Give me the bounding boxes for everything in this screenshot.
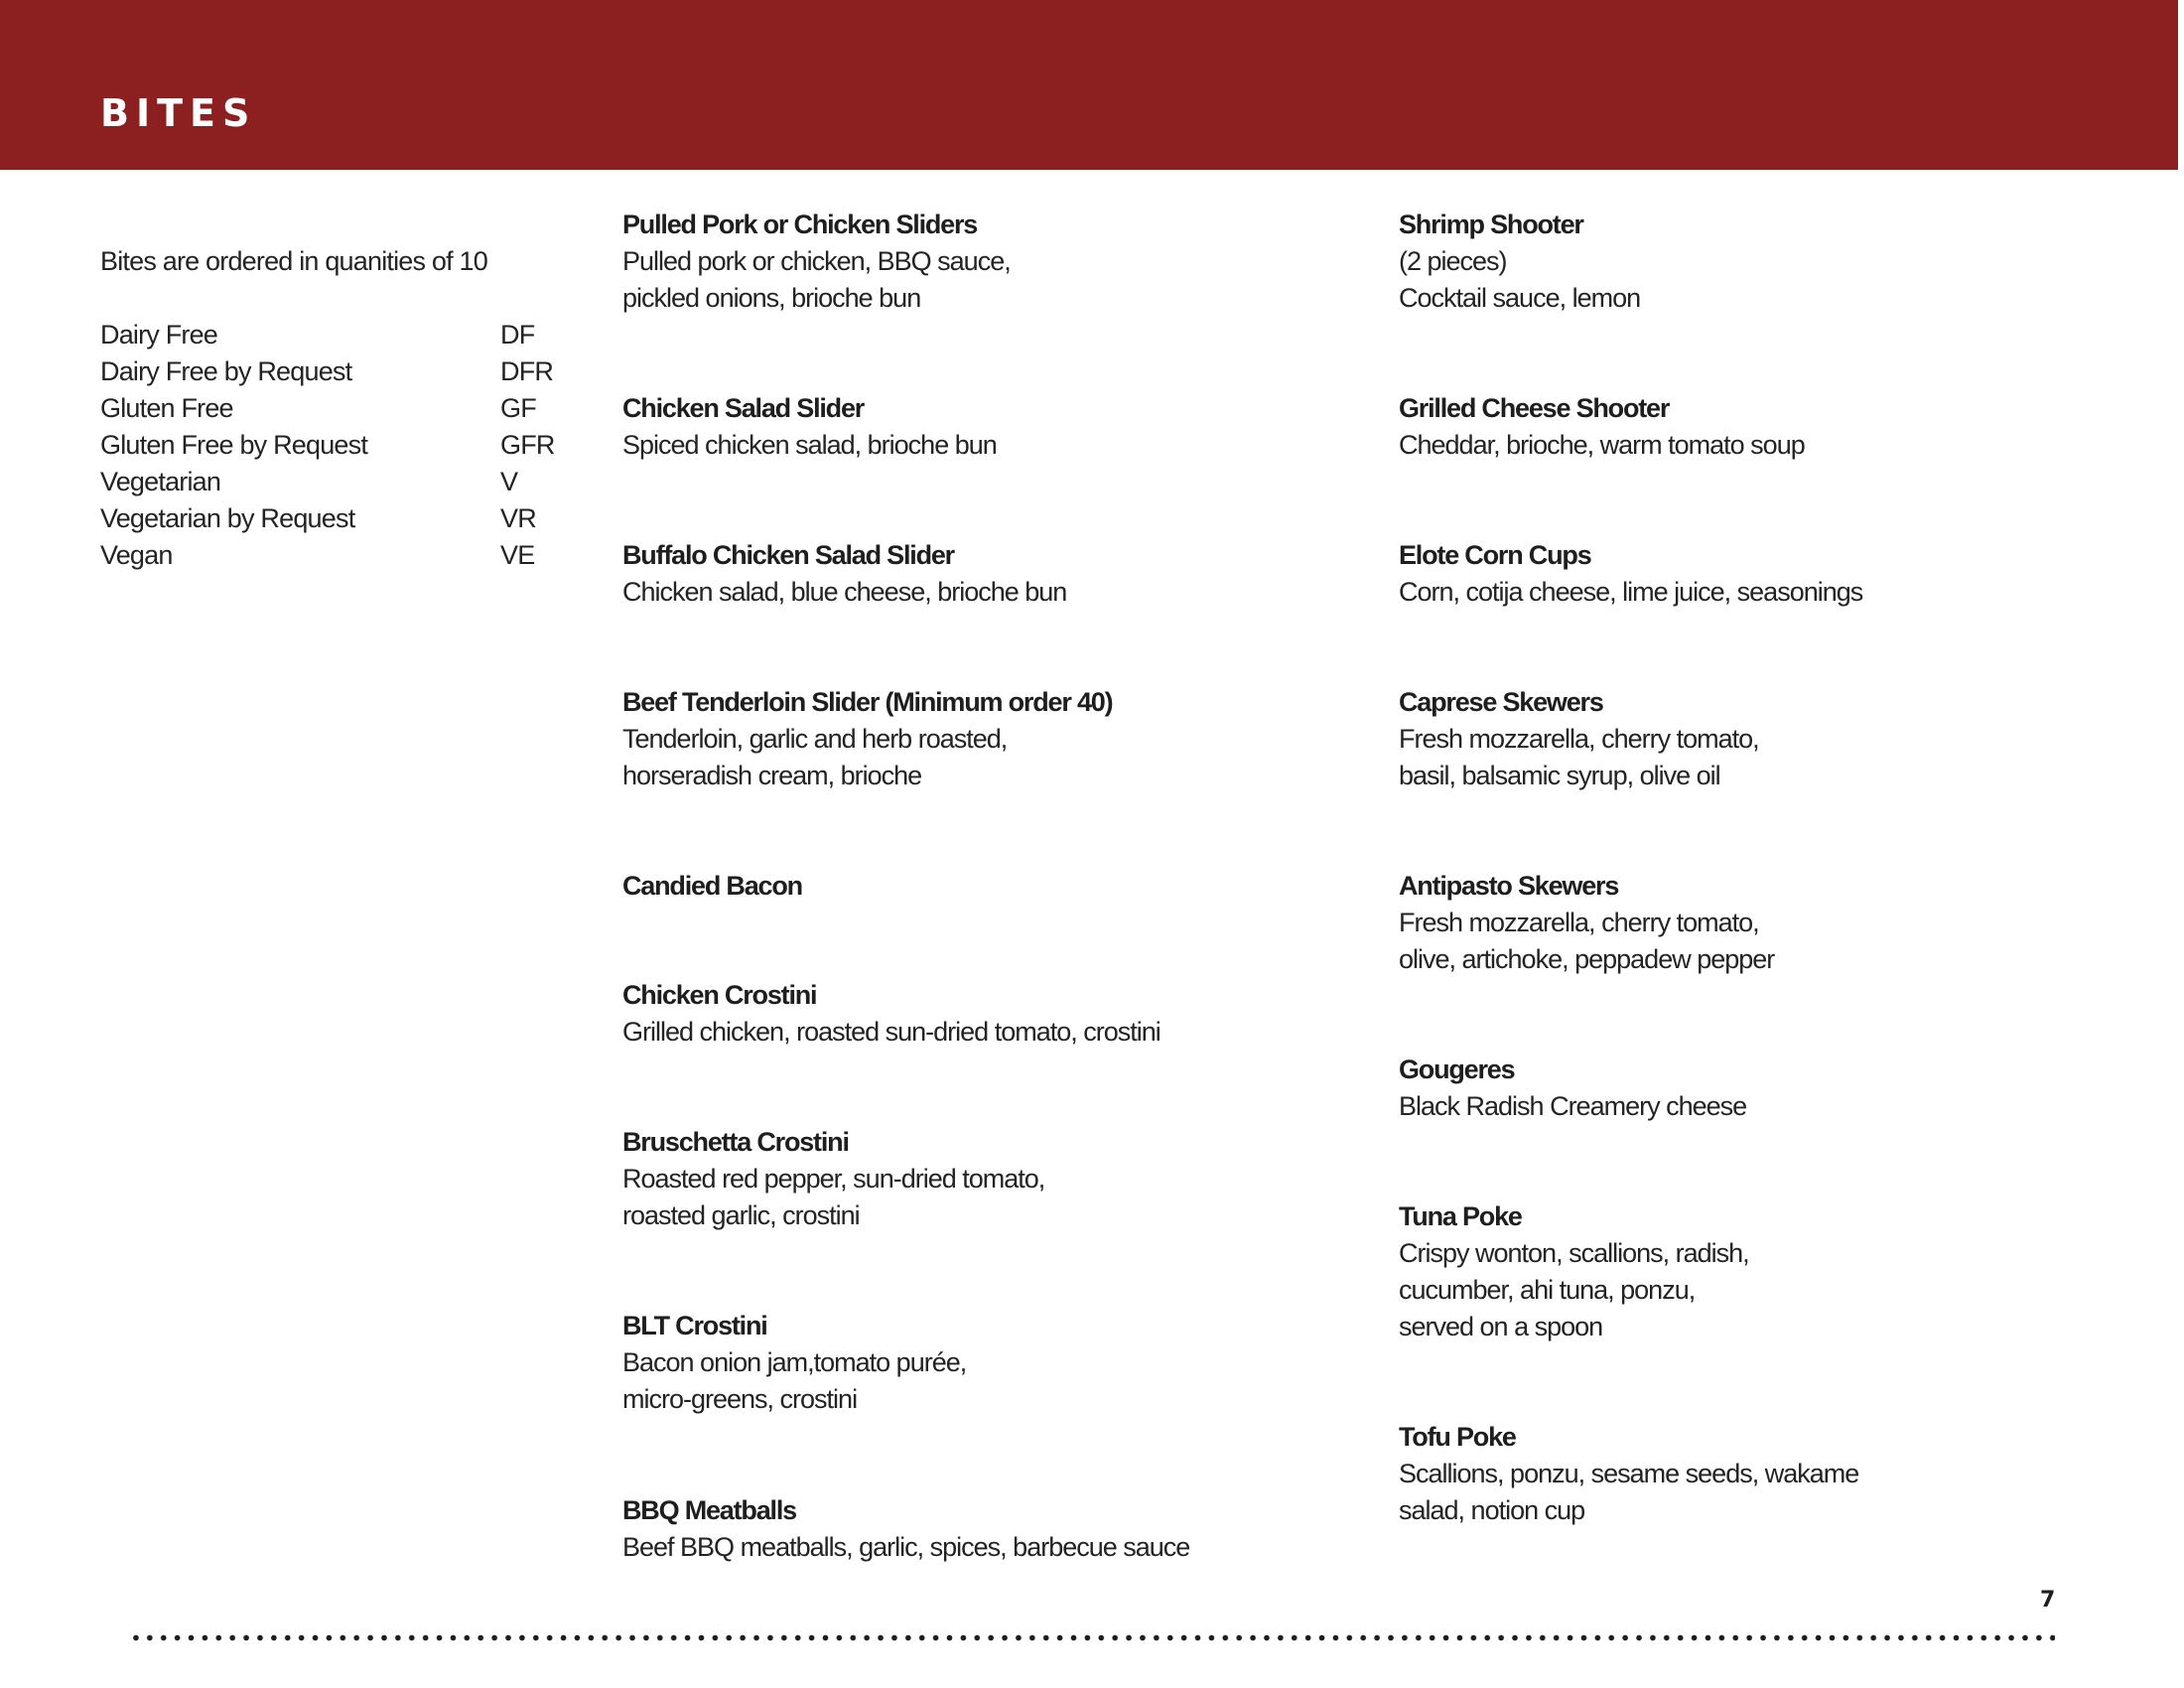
legend-label: Dairy Free: [100, 320, 218, 350]
menu-item-description: Scallions, ponzu, sesame seeds, wakame salad, notion cup: [1399, 1459, 1859, 1525]
menu-item-name: Bruschetta Crostini: [622, 1127, 849, 1157]
legend-label: Dairy Free by Request: [100, 356, 352, 386]
menu-item-description: Fresh mozzarella, cherry tomato, olive, artichoke, peppadew pepper: [1399, 908, 1775, 974]
legend-row: [100, 537, 557, 574]
menu-item-name: Buffalo Chicken Salad Slider: [622, 540, 954, 570]
menu-item: [622, 868, 1317, 905]
menu-item: [622, 1124, 1317, 1234]
menu-item: [622, 207, 1317, 317]
legend-code: V: [500, 467, 518, 496]
menu-item-description: Spiced chicken salad, brioche bun: [622, 430, 997, 460]
menu-item-description: Fresh mozzarella, cherry tomato, basil, balsamic syrup, olive oil: [1399, 724, 1759, 790]
menu-item-description: Crispy wonton, scallions, radish, cucumber, ahi tuna, ponzu, served on a spoon: [1399, 1238, 1749, 1341]
menu-item: [622, 537, 1317, 611]
menu-item-description: Roasted red pepper, sun-dried tomato, roasted garlic, crostini: [622, 1164, 1045, 1230]
legend-code: DFR: [500, 356, 554, 386]
menu-item-name: Elote Corn Cups: [1399, 540, 1591, 570]
page-number: 7: [2040, 1588, 2056, 1613]
legend-code: GF: [500, 393, 536, 423]
ordering-note: Bites are ordered in quanities of 10: [100, 246, 487, 276]
menu-item: [622, 977, 1317, 1051]
legend-row: [100, 317, 557, 353]
menu-item-name: BLT Crostini: [622, 1311, 767, 1340]
menu-item-description: Black Radish Creamery cheese: [1399, 1091, 1747, 1121]
menu-item-description: Tenderloin, garlic and herb roasted, horseradish cream, brioche: [622, 724, 1008, 790]
legend-label: Vegetarian: [100, 467, 221, 496]
menu-item: [1399, 1052, 2094, 1125]
menu-item-description: Grilled chicken, roasted sun-dried tomato, crostini: [622, 1017, 1160, 1047]
legend-code: DF: [500, 320, 535, 350]
menu-item-name: Gougeres: [1399, 1055, 1515, 1084]
legend-row: [100, 390, 557, 427]
menu-item-name: Candied Bacon: [622, 871, 802, 901]
legend-row: [100, 353, 557, 390]
menu-item-name: Grilled Cheese Shooter: [1399, 393, 1670, 423]
menu-item: [1399, 868, 2094, 978]
menu-item-description: Bacon onion jam,tomato purée, micro-greens, crostini: [622, 1347, 967, 1414]
menu-item: [622, 390, 1317, 464]
menu-item-name: Pulled Pork or Chicken Sliders: [622, 210, 978, 239]
menu-item-description: Chicken salad, blue cheese, brioche bun: [622, 577, 1067, 607]
legend-code: VE: [500, 540, 535, 570]
menu-item-name: Tofu Poke: [1399, 1422, 1516, 1452]
menu-item: [1399, 1198, 2094, 1345]
legend-row: [100, 500, 557, 537]
legend-code: GFR: [500, 430, 555, 460]
menu-item-description: Cheddar, brioche, warm tomato soup: [1399, 430, 1805, 460]
menu-item: [622, 684, 1317, 794]
menu-item-name: Antipasto Skewers: [1399, 871, 1619, 901]
legend-row: [100, 427, 557, 464]
menu-item: [1399, 207, 2094, 317]
legend-label: Gluten Free: [100, 393, 233, 423]
menu-item: [1399, 684, 2094, 794]
header-band: [0, 0, 2178, 170]
menu-item: [622, 1492, 1317, 1566]
menu-item-description: (2 pieces) Cocktail sauce, lemon: [1399, 246, 1641, 313]
legend-label: Vegetarian by Request: [100, 503, 355, 533]
menu-item-name: Chicken Crostini: [622, 980, 817, 1010]
menu-item: [622, 1308, 1317, 1418]
legend-code: VR: [500, 503, 536, 533]
menu-item: [1399, 1419, 2094, 1529]
menu-item: [1399, 390, 2094, 464]
menu-item-name: Shrimp Shooter: [1399, 210, 1583, 239]
dotted-divider: [129, 1634, 2055, 1641]
menu-item-description: Pulled pork or chicken, BBQ sauce, pickled onions, brioche bun: [622, 246, 1011, 313]
menu-item: [1399, 537, 2094, 611]
legend-label: Gluten Free by Request: [100, 430, 368, 460]
menu-item-description: Corn, cotija cheese, lime juice, seasonings: [1399, 577, 1863, 607]
page-title: BITES: [100, 91, 257, 135]
menu-item-name: Caprese Skewers: [1399, 687, 1603, 717]
menu-item-name: Beef Tenderloin Slider (Minimum order 40): [622, 687, 1113, 717]
menu-item-name: Tuna Poke: [1399, 1201, 1522, 1231]
legend-row: [100, 464, 557, 500]
dietary-legend: [100, 317, 557, 574]
menu-item-name: Chicken Salad Slider: [622, 393, 865, 423]
legend-label: Vegan: [100, 540, 173, 570]
menu-item-name: BBQ Meatballs: [622, 1495, 796, 1525]
menu-item-description: Beef BBQ meatballs, garlic, spices, barbecue sauce: [622, 1532, 1190, 1562]
